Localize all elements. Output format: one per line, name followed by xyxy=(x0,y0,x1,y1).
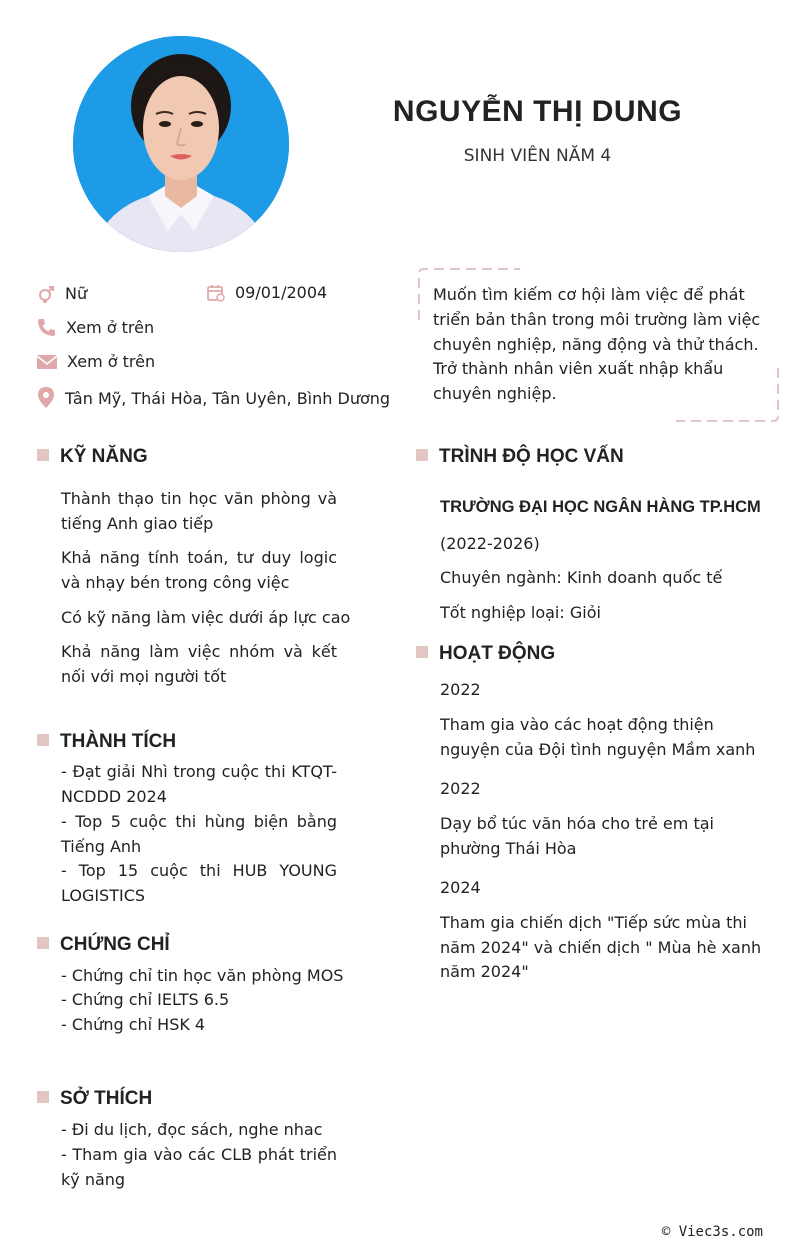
candidate-name: NGUYỄN THỊ DUNG xyxy=(392,95,683,128)
activity-year: 2022 xyxy=(440,680,481,699)
candidate-role: SINH VIÊN NĂM 4 xyxy=(463,146,612,166)
skills-title: KỸ NĂNG xyxy=(60,446,148,467)
profile-photo xyxy=(73,36,289,252)
address-value: Tân Mỹ, Thái Hòa, Tân Uyên, Bình Dương xyxy=(65,388,391,408)
email-value: Xem ở trên xyxy=(67,352,156,371)
education-major: Chuyên ngành: Kinh doanh quốc tế xyxy=(440,568,723,587)
career-objective: Muốn tìm kiếm cơ hội làm việc để phát triển bản thân trong môi trường làm việc chuyên nghiệp, năng động và thử thách. Trở thành nhân viên xuất nhập khẩu chuyên nghiệp. xyxy=(433,285,761,404)
gender-row xyxy=(37,283,87,303)
skills-heading xyxy=(37,446,148,468)
phone-icon xyxy=(37,318,56,337)
footer-credit: © Viec3s.com xyxy=(661,1224,763,1240)
section-marker xyxy=(37,449,49,461)
skill-item: Khả năng tính toán, tư duy logic và nhạy bén trong công việc xyxy=(61,548,337,592)
education-grade: Tốt nghiệp loại: Giỏi xyxy=(440,603,601,622)
skill-item: Thành thạo tin học văn phòng và tiếng Anh giao tiếp xyxy=(61,489,337,533)
activity-year: 2024 xyxy=(440,878,481,897)
phone-row xyxy=(37,318,154,337)
birthdate-value: 09/01/2004 xyxy=(235,283,328,302)
birthdate-row xyxy=(207,283,327,302)
certificates-title: CHỨNG CHỈ xyxy=(60,934,170,955)
skill-item: Khả năng làm việc nhóm và kết nối với mọi người tốt xyxy=(61,642,337,686)
achievement-item: - Top 15 cuộc thi HUB YOUNG LOGISTICS xyxy=(61,861,337,905)
activity-year: 2022 xyxy=(440,779,481,798)
email-row xyxy=(37,352,155,371)
certificate-item: - Chứng chỉ HSK 4 xyxy=(61,1015,206,1034)
hobbies-title: SỞ THÍCH xyxy=(60,1088,153,1109)
hobby-item: - Tham gia vào các CLB phát triển kỹ năng xyxy=(61,1145,337,1189)
certificate-item: - Chứng chỉ tin học văn phòng MOS xyxy=(61,966,344,985)
section-marker xyxy=(416,449,428,461)
email-icon xyxy=(37,354,57,370)
achievement-item: - Top 5 cuộc thi hùng biện bằng Tiếng Anh xyxy=(61,812,337,856)
activity-desc: Tham gia vào các hoạt động thiện nguyện của Đội tình nguyện Mầm xanh xyxy=(440,715,756,759)
achievements-heading xyxy=(37,731,176,753)
activities-title: HOẠT ĐỘNG xyxy=(439,643,556,664)
section-marker xyxy=(37,734,49,746)
hobby-item: - Đi du lịch, đọc sách, nghe nhac xyxy=(61,1120,323,1139)
section-marker xyxy=(37,1091,49,1103)
section-marker xyxy=(416,646,428,658)
activity-desc: Dạy bổ túc văn hóa cho trẻ em tại phường Thái Hòa xyxy=(440,814,714,858)
hobbies-heading xyxy=(37,1088,152,1110)
gender-value: Nữ xyxy=(65,283,88,303)
gender-icon xyxy=(37,283,55,303)
skill-item: Có kỹ năng làm việc dưới áp lực cao xyxy=(61,608,351,627)
certificates-heading xyxy=(37,934,170,956)
location-icon xyxy=(37,387,55,409)
school-name: TRƯỜNG ĐẠI HỌC NGÂN HÀNG TP.HCM xyxy=(440,498,761,516)
education-years: (2022-2026) xyxy=(440,534,540,553)
section-marker xyxy=(37,937,49,949)
activities-heading xyxy=(416,643,555,665)
activity-desc: Tham gia chiến dịch "Tiếp sức mùa thi năm 2024" và chiến dịch " Mùa hè xanh năm 2024" xyxy=(440,913,762,981)
calendar-icon xyxy=(207,284,225,302)
phone-value: Xem ở trên xyxy=(66,318,155,337)
education-heading xyxy=(416,446,624,468)
achievement-item: - Đạt giải Nhì trong cuộc thi KTQT-NCDDD 2024 xyxy=(61,762,337,806)
achievements-title: THÀNH TÍCH xyxy=(60,731,177,752)
address-row xyxy=(37,387,390,409)
certificate-item: - Chứng chỉ IELTS 6.5 xyxy=(61,990,230,1009)
education-title: TRÌNH ĐỘ HỌC VẤN xyxy=(439,446,624,467)
